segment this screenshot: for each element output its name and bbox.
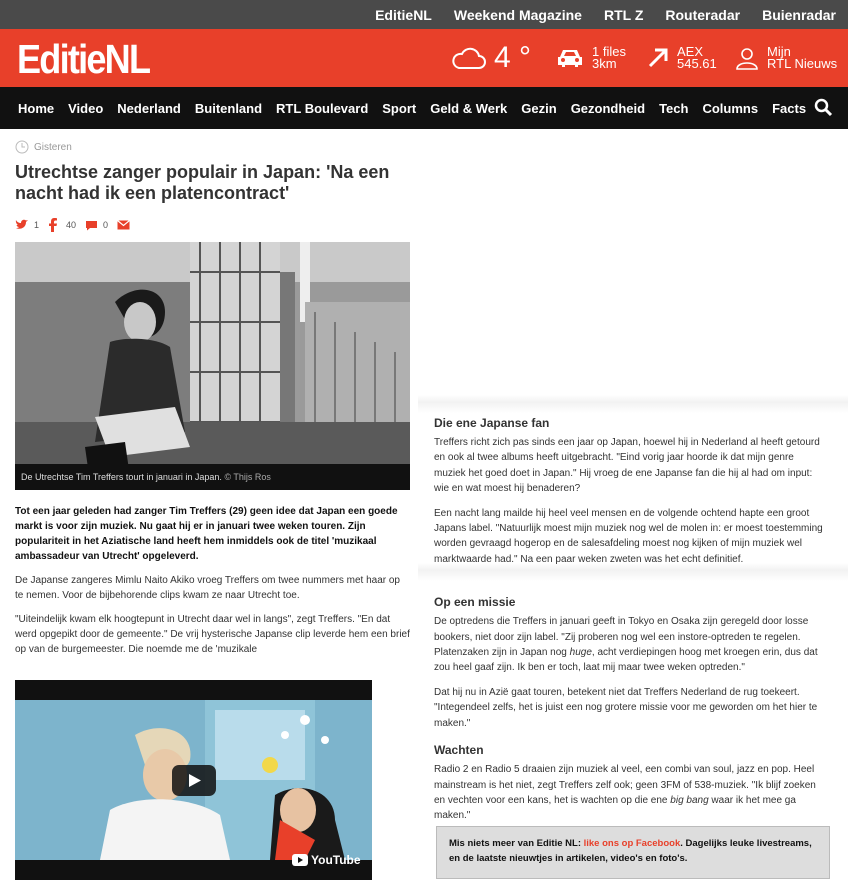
nav-item-gezondheid[interactable]: Gezondheid [570,100,646,116]
account-line1: Mijn [767,44,791,59]
comment-count: 0 [103,220,109,230]
date-label: Gisteren [34,141,72,153]
facebook-count: 40 [66,220,77,230]
photo-image [15,242,410,490]
text-span: waar ik het mee ga maken." [434,794,796,822]
text-span: Radio 2 en Radio 5 draaien zijn muziek al veel, een combi van soul, jazz en pop. Heel mainstream is het niet, zegt Treffers zelf ook; geen 3FM of 538-muziek. "Ik blijf zoeken en vechten voor een kans, het is wachten op die ene [434,764,816,806]
nav-item-buitenland[interactable]: Buitenland [194,100,263,116]
nav-item-gezin[interactable]: Gezin [521,100,557,116]
article-lead: Tot een jaar geleden had zanger Tim Treffers (29) geen idee dat Japan een goede markt is voor zijn muziek. Nu gaat hij er in januari twee weken touren. Zijn populariteit in het Aziatische land heeft hem inmiddels ook de titel 'muzikaal ambassadeur van Utrecht' opgeleverd. [15,506,398,562]
search-icon[interactable] [814,98,833,117]
article-date [15,140,410,154]
topbar-link-weekend-magazine[interactable]: Weekend Magazine [453,6,582,23]
emphasis: big bang [670,794,709,806]
article-title: Utrechtse zanger populair in Japan: 'Na een nacht had ik een platencontract' [15,162,390,203]
arrow-up-right-icon [647,47,669,69]
facebook-like-link[interactable]: like ons op Facebook [583,838,681,849]
section-heading-missie: Op een missie [434,595,516,610]
site-header [0,29,848,87]
top-bar [0,0,848,29]
youtube-label: YouTube [311,853,361,867]
aex-value: 545.61 [677,56,717,71]
article-column [15,140,410,657]
topbar-link-editienl[interactable]: EditieNL [375,6,432,23]
paragraph-fan-2: Een nacht lang mailde hij heel veel mensen en de volgende ochtend hapte een groot Japans label. "Natuurlijk moest mijn muziek nog wel de molen in: er moest toestemming worden gevraagd hogerop en de salesafdeling moest nog kijken of mijn muziek wel marktwaarde had." Na een paar weken zweten was het echt definitief. [434,507,823,565]
car-icon [556,47,584,69]
paragraph-fan-1: Treffers richt zich pas sinds een jaar op Japan, hoewel hij in Nederland al heeft getourd en ook al twee albums heeft uitgebracht. "Eind vorig jaar hoorde ik dat mijn genre muziek het goed doet in Japan." Hij vroeg de ene Japanse fan die hij al had om input: wie en wat moest hij benaderen? [434,437,820,495]
user-icon [735,46,759,70]
caption-credit: © Thijs Ros [224,472,271,482]
share-bar [15,218,410,232]
mail-icon[interactable] [117,220,130,230]
cloud-icon [450,46,486,70]
photo-caption [15,464,410,490]
paragraph-missie-2: Dat hij nu in Azië gaat touren, betekent niet dat Treffers Nederland de rug toekeert. "Integendeel zelfs, het is juist een nog grotere missie voor me geworden om het hier te maken." [434,686,818,729]
article-paragraph-1: De Japanse zangeres Mimlu Naito Akiko vroeg Treffers om twee nummers met haar op te nemen. Voor de bijbehorende clips kwam ze naar Utrecht toe. [15,575,400,601]
traffic-jams: 1 files [592,44,626,59]
twitter-count: 1 [34,220,40,230]
temperature: 4 ° [494,41,532,74]
caption-text: De Utrechtse Tim Treffers tourt in januari in Japan. [21,472,222,482]
account-line2: RTL Nieuws [767,56,838,71]
video-player[interactable] [15,680,372,880]
text-span: , acht verdiepingen hoog met kroegen erin, dus dat zou heel gaaf zijn. Ik ben er toch, laat mij maar twee weken optreden." [434,647,818,674]
account-widget[interactable] [735,29,837,87]
youtube-logo[interactable] [292,853,361,867]
facebook-icon[interactable] [48,218,58,232]
topbar-link-rtlz[interactable]: RTL Z [603,6,644,23]
topbar-link-routeradar[interactable]: Routeradar [665,6,741,23]
text-span: De optredens die Treffers in januari geeft in Tokyo en Osaka zijn geregeld door losse bookers, niet door zijn label. "Zij proberen nog wel een instore-optreden te regelen. Platenzaken zijn in Japan nog [434,616,809,659]
section-heading-fan: Die ene Japanse fan [434,416,550,430]
emphasis: huge [569,647,592,659]
nav-item-home[interactable]: Home [18,100,55,116]
weather-widget[interactable] [450,29,531,87]
section-heading-wachten: Wachten [434,743,484,758]
article-photo [15,242,410,490]
promo-text-a: Mis niets meer van Editie NL: [449,838,584,849]
nav-item-nederland[interactable]: Nederland [117,100,181,116]
traffic-km: 3km [592,56,617,71]
twitter-icon[interactable] [15,219,29,231]
comment-icon[interactable] [85,220,98,231]
nav-item-facts[interactable]: Facts [772,100,807,116]
play-button-icon[interactable] [172,765,216,796]
promo-text-b: . Dagelijks leuke livestreams, en de laatste nieuwtjes in artikelen, video's en foto's. [449,838,812,864]
nav-item-columns[interactable]: Columns [702,100,759,116]
main-nav [0,87,848,129]
nav-item-rtl-boulevard[interactable]: RTL Boulevard [276,100,369,116]
nav-item-tech[interactable]: Tech [659,100,689,116]
paragraph-wachten [434,762,828,824]
article-column-right [434,404,828,824]
nav-item-geld-werk[interactable]: Geld & Werk [430,100,508,116]
article-paragraph-2: "Uiteindelijk kwam elk hoogtepunt in Utrecht daar wel in langs", zegt Treffers. "En dat werd opgepikt door de gemeente." De vrij hysterische Japanse clip leverde hem een brief op van de burgemeester. Die noemde me de 'muzikale [15,614,410,655]
aex-widget[interactable] [647,29,717,87]
youtube-icon [292,854,308,866]
topbar-link-buienradar[interactable]: Buienradar [762,6,836,23]
paragraph-missie-1 [434,614,828,676]
site-logo[interactable]: EditieNL [17,36,150,82]
nav-item-sport[interactable]: Sport [382,100,417,116]
aex-label: AEX [677,44,704,59]
clock-icon [15,140,29,154]
facebook-promo-box [436,826,830,879]
nav-item-video[interactable]: Video [68,100,104,116]
traffic-widget[interactable] [556,29,626,87]
